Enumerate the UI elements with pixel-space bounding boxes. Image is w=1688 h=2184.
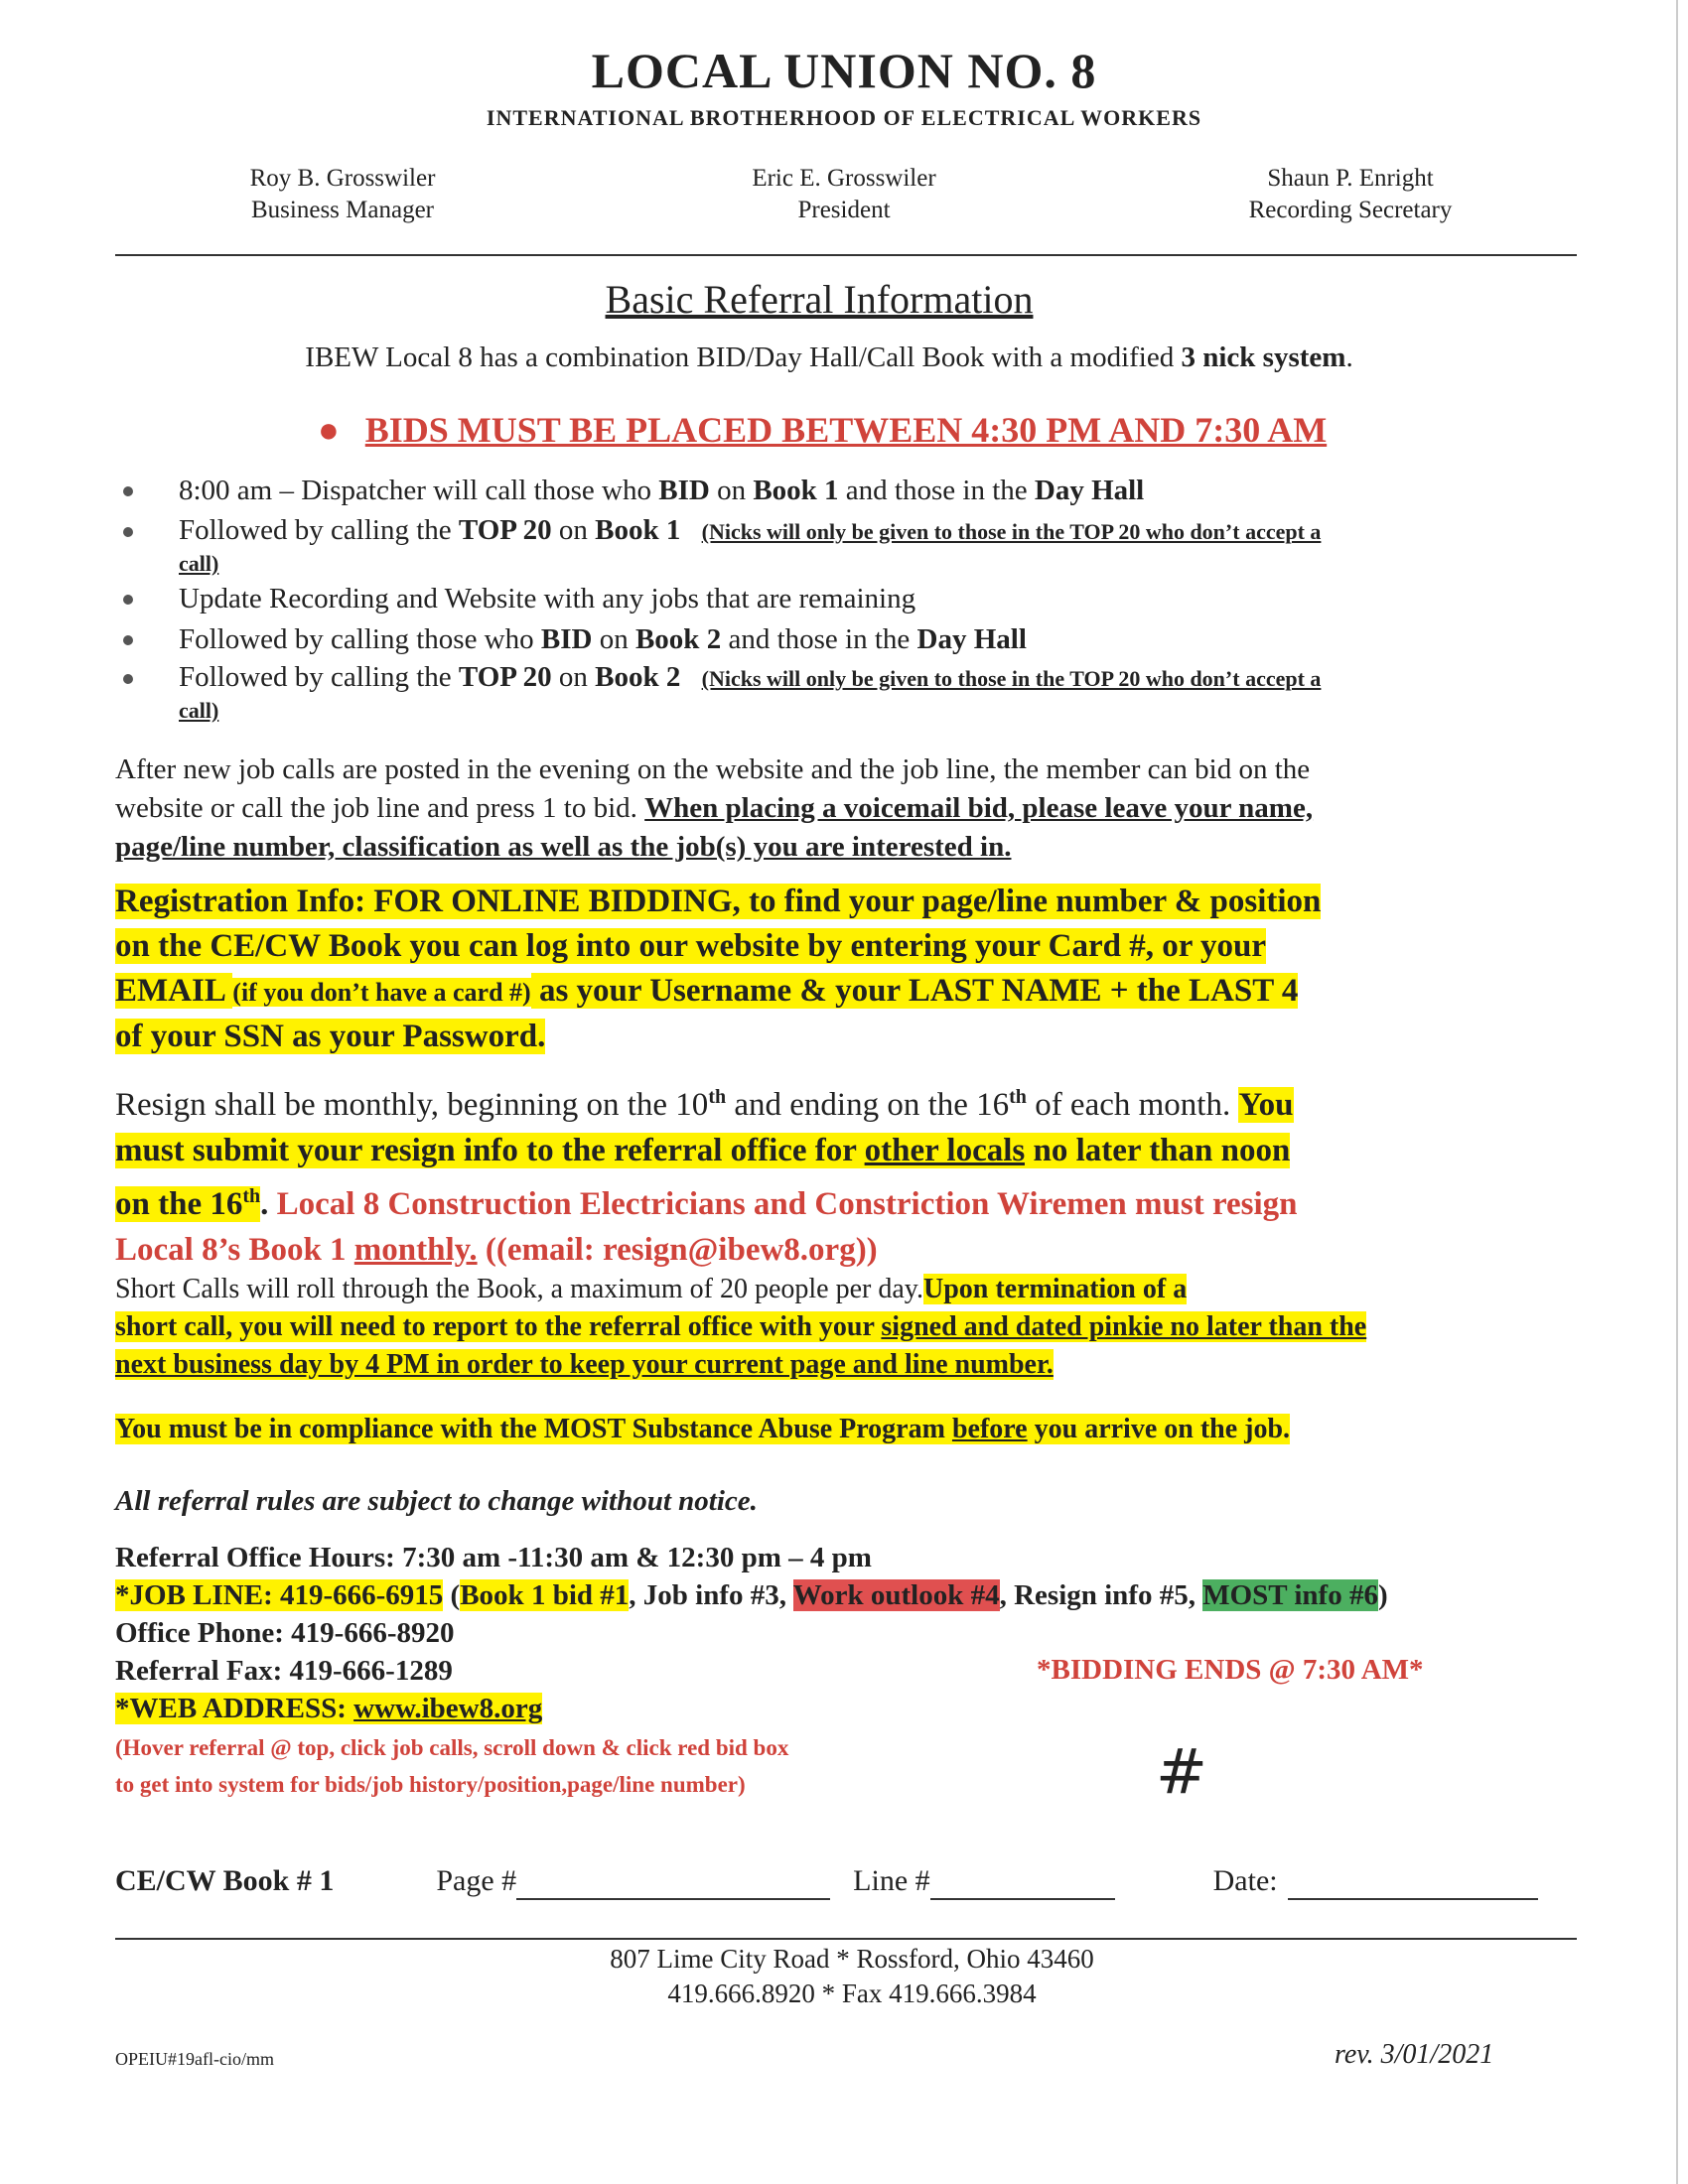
item-bold: Book 1 [595,514,681,546]
compliance-notice [115,1414,1290,1445]
resign-text: Resign shall be monthly, beginning on the 10 [115,1087,709,1123]
superscript: th [242,1185,261,1207]
job-line-number: *JOB LINE: 419-666-6915 [115,1579,444,1611]
item-bold: TOP 20 [458,514,552,546]
job-line-option: Work outlook #4 [792,1579,1000,1611]
resign-red-text: monthly. [353,1232,478,1268]
officer-president [715,163,973,226]
disclaimer: All referral rules are subject to change without notice. [115,1485,758,1517]
item-text: on [709,475,754,506]
phone-line: 419.666.8920 * Fax 419.666.3984 [667,1979,1037,2008]
item-text: and those in the [721,623,917,655]
bullet-icon [123,674,133,684]
officer-name: Eric E. Grosswiler [752,165,936,192]
item-text: on [592,623,635,655]
resign-text: . [260,1186,277,1222]
union-mark: OPEIU#19afl-cio/mm [115,2049,274,2069]
date-field[interactable] [1288,1864,1538,1900]
resign-text: and ending on the 16 [726,1087,1010,1123]
hover-instructions [115,1729,788,1803]
resign-highlight: no later than noon [1025,1133,1291,1168]
item-note: (Nicks will only be given to those in the TOP 20 who don’t accept a [701,519,1322,544]
item-bold: BID [540,623,593,655]
list-item [123,513,1573,579]
page-subtitle: INTERNATIONAL BROTHERHOOD OF ELECTRICAL WORKERS [486,105,1202,130]
line-field[interactable] [930,1864,1115,1900]
item-bold: Day Hall [1034,475,1145,506]
bullet-icon [123,486,133,496]
bullet-list [123,471,1573,726]
revision-date: rev. 3/01/2021 [1335,2039,1494,2070]
short-calls-highlight: next business day by 4 PM in order to keep your current page and line number. [115,1349,1054,1380]
bullet-icon [123,527,133,537]
officer-role: Business Manager [251,197,434,223]
item-note: call) [179,551,219,576]
job-line-option: MOST info #6 [1202,1579,1378,1611]
item-text: on [551,514,596,546]
short-calls-text: Short Calls will roll through the Book, a maximum of 20 people per day. [115,1274,923,1304]
officer-name: Shaun P. Enright [1267,165,1434,192]
officer-role: President [797,197,891,223]
resign-highlight: other locals [864,1133,1026,1168]
intro-bold: 3 nick system [1181,341,1346,373]
book-form [115,1864,1585,1900]
job-line-text: ( [443,1579,461,1611]
referral-fax: Referral Fax: 419-666-1289 [115,1655,453,1687]
bids-banner-text: BIDS MUST BE PLACED BETWEEN 4:30 PM AND 7:30 AM [364,410,1328,450]
list-item [123,579,1573,619]
bullet-icon [123,595,133,605]
address-line: 807 Lime City Road * Rossford, Ohio 43460 [610,1944,1094,1974]
registration-line: as your Username & your LAST NAME + the LAST 4 [530,973,1299,1009]
job-line-option: Book 1 bid #1 [460,1579,630,1611]
page-label: Page # [436,1864,517,1897]
bidding-ends [1037,1654,1424,1687]
item-bold: Day Hall [916,623,1027,655]
hash-mark: # [1156,1735,1207,1808]
short-calls-highlight: short call, you will need to report to the referral office with your [115,1311,882,1342]
compliance-text: You must be in compliance with the MOST Substance Abuse Program [115,1414,952,1444]
resign-info [115,1074,1664,1273]
resign-highlight: must submit your resign info to the referral office for [115,1133,865,1168]
para-line: After new job calls are posted in the evening on the website and the job line, the member can bid on the [115,753,1311,785]
contact-info [115,1539,1664,1727]
job-line-text: ) [1377,1579,1388,1611]
web-label: *WEB ADDRESS: [115,1693,354,1724]
item-text: on [551,661,596,693]
job-line [115,1576,1664,1614]
voicemail-instruction: When placing a voicemail bid, please leave your name, [644,792,1314,824]
item-bold: TOP 20 [458,661,552,693]
line-label: Line # [853,1864,930,1897]
officer-business-manager [218,163,467,226]
date-label: Date: [1212,1864,1278,1897]
superscript: th [708,1086,727,1108]
list-item [123,660,1573,726]
job-line-text: , Job info #3, [629,1579,793,1611]
section-heading: Basic Referral Information [605,277,1034,322]
item-text: Followed by calling those who [179,623,541,655]
web-url-link[interactable]: www.ibew8.org [353,1693,543,1724]
book-label: CE/CW Book # 1 [115,1864,335,1897]
item-text: 8:00 am – Dispatcher will call those who [179,475,659,506]
registration-line: EMAIL [115,973,233,1009]
intro-text [0,341,1658,374]
registration-line: on the CE/CW Book you can log into our website by entering your Card #, or your [115,928,1267,964]
item-text: and those in the [838,475,1035,506]
compliance-text: you arrive on the job. [1027,1414,1291,1444]
resign-highlight: You [1238,1087,1294,1123]
footer-divider [115,1938,1577,1940]
page-title: LOCAL UNION NO. 8 [591,43,1097,98]
scan-edge [1676,0,1678,2184]
item-bold: Book 2 [595,661,681,693]
page-field[interactable] [516,1864,830,1900]
registration-line: Registration Info: FOR ONLINE BIDDING, to find your page/line number & position [115,884,1322,919]
registration-info [115,880,1664,1059]
item-bold: Book 2 [634,623,722,655]
item-note: (Nicks will only be given to those in the TOP 20 who don’t accept a [701,666,1322,691]
registration-line: of your SSN as your Password. [115,1019,546,1054]
resign-highlight: on the 16 [115,1186,243,1222]
short-calls-highlight: signed and dated pinkie no later than the [881,1311,1367,1342]
office-hours: Referral Office Hours: 7:30 am -11:30 am & 12:30 pm – 4 pm [115,1542,872,1573]
registration-note: (if you don’t have a card #) [232,978,531,1007]
short-calls-highlight: Upon termination of a [922,1274,1188,1304]
bullet-dot-icon: ● [318,410,340,450]
item-bold: Book 1 [753,475,839,506]
hover-line: to get into system for bids/job history/position,page/line number) [115,1772,746,1797]
list-item [123,471,1573,511]
officer-name: Roy B. Grosswiler [249,165,436,192]
intro-plain: IBEW Local 8 has a combination BID/Day Hall/Call Book with a modified [305,341,1182,373]
header-divider [115,254,1577,256]
short-calls-info [115,1271,1684,1384]
after-paragraph [115,751,1624,867]
item-text: Update Recording and Website with any jobs that are remaining [179,583,916,614]
intro-end: . [1345,341,1353,373]
resign-red-text: Local 8’s Book 1 [115,1232,354,1268]
resign-text: of each month. [1026,1087,1239,1123]
item-text: Followed by calling the [179,514,459,546]
web-address [115,1690,1664,1727]
bidding-ends-text: *BIDDING ENDS @ 7:30 AM* [1037,1654,1424,1686]
compliance-text: before [951,1414,1028,1444]
officer-recording-secretary [1211,163,1489,226]
office-phone: Office Phone: 419-666-8920 [115,1617,455,1649]
bids-banner [318,409,1327,451]
voicemail-instruction: page/line number, classification as well as the job(s) you are interested in. [115,831,1012,863]
officer-role: Recording Secretary [1248,197,1453,223]
para-line: website or call the job line and press 1 to bid. [115,792,645,824]
item-bold: BID [658,475,710,506]
list-item [123,619,1573,660]
resign-red-text: Local 8 Construction Electricians and Constriction Wiremen must resign [276,1186,1298,1222]
footer-address [0,1942,1688,2011]
job-line-text: , Resign info #5, [999,1579,1203,1611]
item-note: call) [179,698,219,723]
resign-email: ((email: resign@ibew8.org)) [477,1232,878,1268]
superscript: th [1009,1086,1027,1108]
bullet-icon [123,635,133,645]
hover-line: (Hover referral @ top, click job calls, scroll down & click red bid box [115,1735,789,1760]
item-text: Followed by calling the [179,661,459,693]
